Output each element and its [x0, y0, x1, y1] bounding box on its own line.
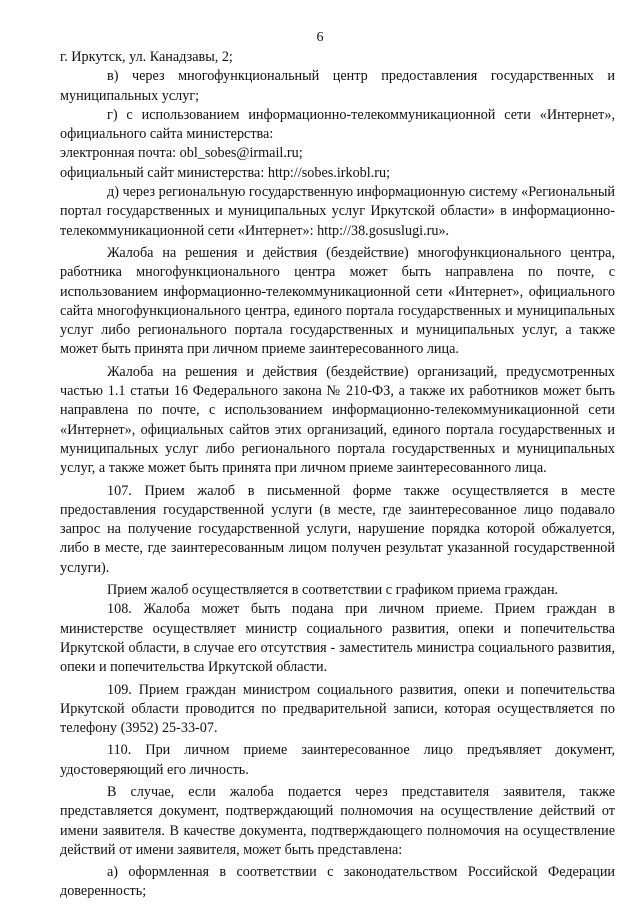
paragraph-item-v: в) через многофункциональный центр предоставления государственных и муниципальных услуг; — [60, 68, 615, 104]
paragraph-110: 110. При личном приеме заинтересованное лицо предъявляет документ, удостоверяющий его личность. — [60, 742, 615, 778]
paragraph-108: 108. Жалоба может быть подана при личном приеме. Прием граждан в министерстве осуществляет министр социального развития, опеки и попечительства Иркутской области, в случае его отсутствия - заместитель министра социального развития, опеки и попечительства Иркутской области. — [60, 601, 615, 676]
paragraph-107: 107. Прием жалоб в письменной форме также осуществляется в месте предоставления государственной услуги (в месте, где заинтересованное лицо подавало запрос на получение государственной услуги, нарушение порядка которой обжалуется, либо в месте, где заинтересованным лицом получен результат указанной государственной услуги). — [60, 482, 615, 576]
paragraph-schedule: Прием жалоб осуществляется в соответствии с графиком приема граждан. — [107, 582, 559, 599]
paragraph-item-g: г) с использованием информационно-телекоммуникационной сети «Интернет», официального сайта министерства: — [60, 106, 615, 143]
paragraph-organizations-complaint: Жалоба на решения и действия (бездействие) организаций, предусмотренных частью 1.1 статьи 16 Федерального закона № 210-ФЗ, а также их работников может быть направлена по почте, с использованием информационно-телекоммуникационной сети «Интернет», официальных сайтов этих организаций, единого портала государственных и муниципальных услуг либо регионального портала государственных и муниципальных услуг, а также может быть принята при личном приеме заинтересованного лица. — [60, 363, 615, 477]
paragraph-mfc-complaint: Жалоба на решения и действия (бездействие) многофункционального центра, работника многофункционального центра может быть направлена по почте, с использованием информационно-телекоммуникационной сети «Интернет», официального сайта многофункционального центра, единого портала государственных и муниципальных услуг либо регионального портала государственных и муниципальных услуг, а также может быть принята при личном приеме заинтересованного лица. — [60, 244, 615, 358]
paragraph-address: г. Иркутск, ул. Канадзавы, 2; — [60, 49, 233, 65]
paragraph-item-d: д) через региональную государственную информационную систему «Региональный портал государственных и муниципальных услуг Иркутской области» в информационно-телекоммуникационной сети «Интернет»: http://38.gosuslugi.ru». — [60, 184, 616, 239]
paragraph-item-a: а) оформленная в соответствии с законодательством Российской Федерации доверенность; — [60, 864, 615, 900]
paragraph-email: электронная почта: obl_sobes@irmail.ru; — [60, 145, 303, 162]
paragraph-109: 109. Прием граждан министром социального развития, опеки и попечительства Иркутской области проводится по предварительной записи, которая осуществляется по телефону (3952) 25-33-07. — [60, 681, 615, 737]
paragraph-website: официальный сайт министерства: http://sobes.irkobl.ru; — [60, 164, 391, 181]
document-body — [60, 48, 615, 902]
page-number: 6 — [316, 30, 324, 45]
paragraph-representative: В случае, если жалоба подается через представителя заявителя, также представляется документ, подтверждающий полномочия на осуществление действий от имени заявителя. В качестве документа, подтверждающего полномочия на осуществление действий от имени заявителя, может быть представлена: — [60, 783, 615, 858]
